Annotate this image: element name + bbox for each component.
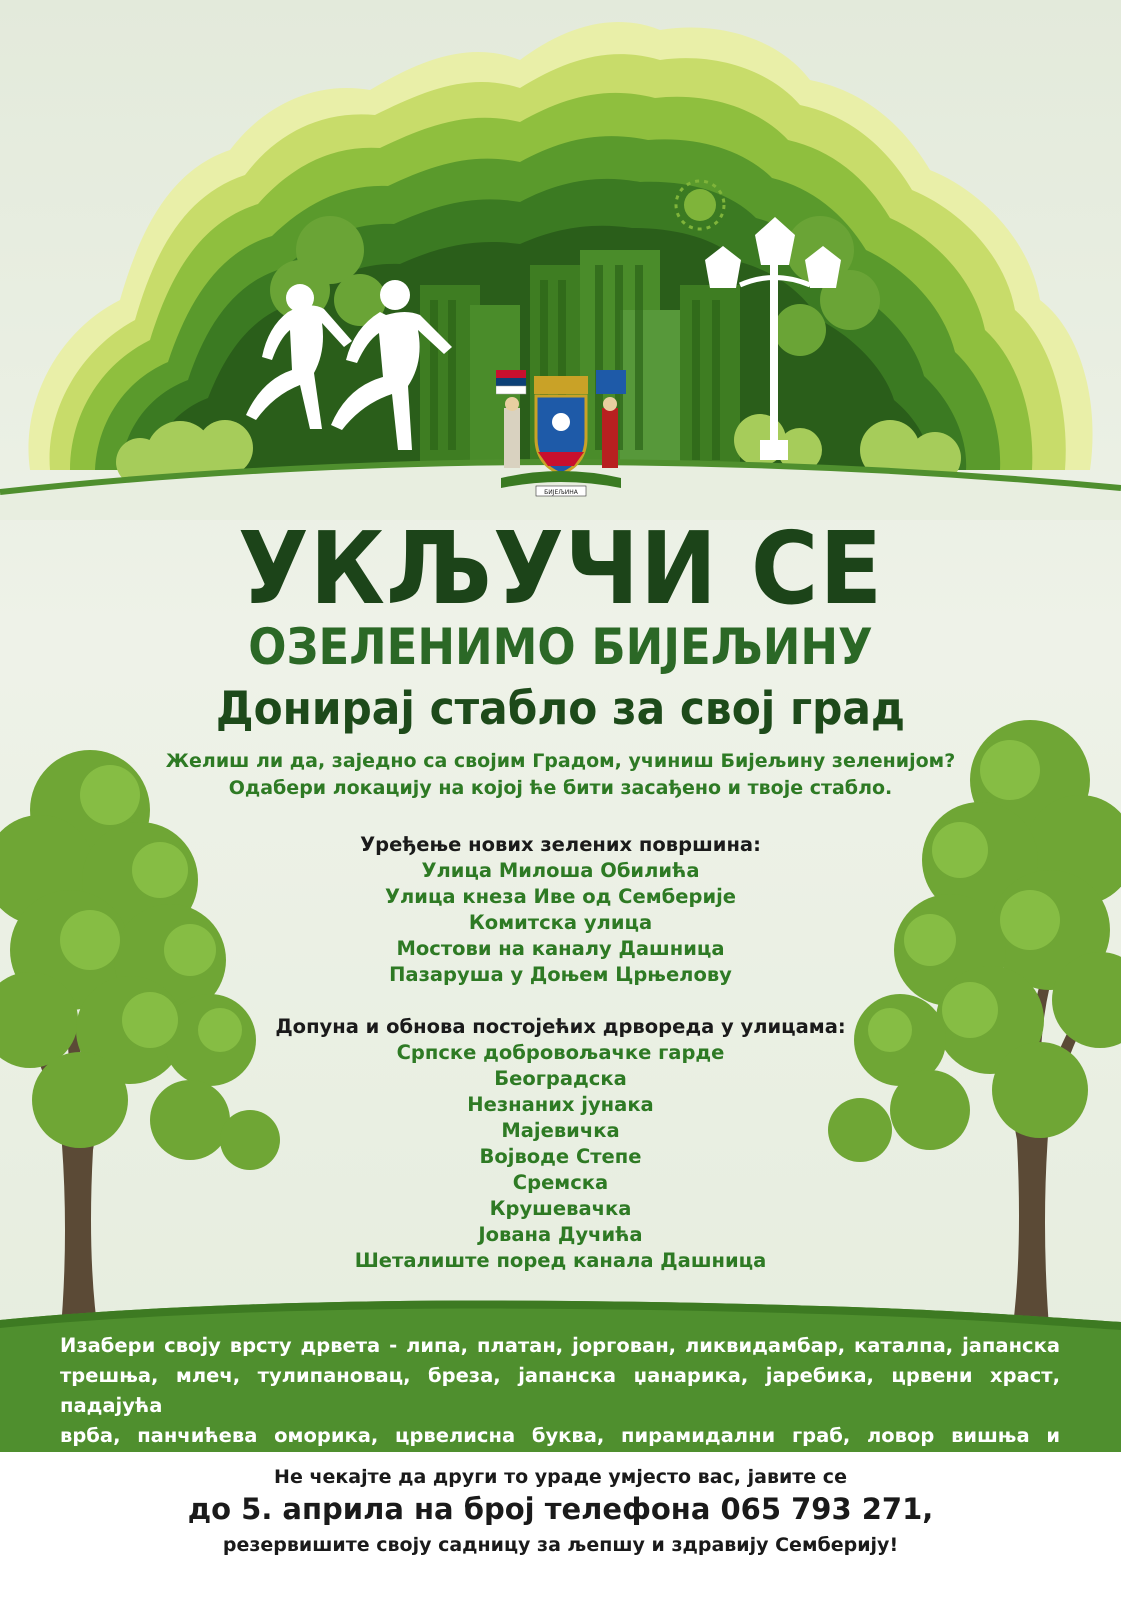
alleys-list <box>0 1014 1121 1274</box>
new-areas-heading: Уређење нових зелених површина: <box>360 833 761 856</box>
list-item: Српске добровољачке гарде <box>396 1041 725 1064</box>
list-item: Улица кнеза Иве од Семберије <box>384 885 737 908</box>
list-item: Војводе Степе <box>479 1145 642 1168</box>
list-item: Шеталиште поред канала Дашница <box>354 1249 767 1272</box>
alleys-heading: Допуна и обнова постојећих дрвореда у улицама: <box>275 1015 846 1038</box>
list-item: Улица Милоша Обилића <box>421 859 700 882</box>
intro-line-1: Желиш ли да, заједно са својим Градом, учиниш Бијељину зеленијом? <box>165 750 956 772</box>
species-line-3: врба, панчићева оморика, црвелисна буква, пирамидални граб, ловор вишња и <box>60 1424 1060 1447</box>
list-item: Незнаних јунака <box>467 1093 654 1116</box>
list-item: Пазаруша у Доњем Црњелову <box>389 963 732 986</box>
list-item: Крушевачка <box>489 1197 632 1220</box>
intro-line-2: Одабери локацију на којој ће бити засађено и твоје стабло. <box>228 777 893 799</box>
subtitle: ОЗЕЛЕНИМО БИЈЕЉИНУ <box>248 618 873 676</box>
city-coat-of-arms <box>496 360 626 510</box>
list-item: Мостови на каналу Дашница <box>396 937 725 960</box>
list-item: Јована Дучића <box>478 1223 643 1246</box>
footer-line-3: резервишите своју садницу за љепшу и здравију Семберију! <box>222 1534 899 1556</box>
species-line-2: трешња, млеч, тулипановац, бреза, јапанска џанарика, јаребика, црвени храст, падајућа <box>60 1364 1060 1417</box>
tagline: Донирај стабло за свој град <box>215 682 906 735</box>
footer-line-1: Не чекајте да други то ураде умјесто вас, јавите се <box>274 1466 847 1488</box>
crest-label: БИЈЕЉИНА <box>544 489 578 496</box>
list-item: Мајевичка <box>501 1119 620 1142</box>
list-item: Комитска улица <box>468 911 653 934</box>
intro-text <box>0 748 1121 802</box>
footer-phone-line: до 5. априла на број телефона 065 793 271, <box>187 1492 934 1526</box>
new-areas-list <box>0 832 1121 988</box>
list-item: Сремска <box>512 1171 609 1194</box>
list-item: Београдска <box>494 1067 627 1090</box>
species-line-1: Изабери своју врсту дрвета - липа, платан, јоргован, ликвидамбар, каталпа, јапанска <box>60 1334 1060 1357</box>
main-title: УКЉУЧИ СЕ <box>237 510 884 627</box>
